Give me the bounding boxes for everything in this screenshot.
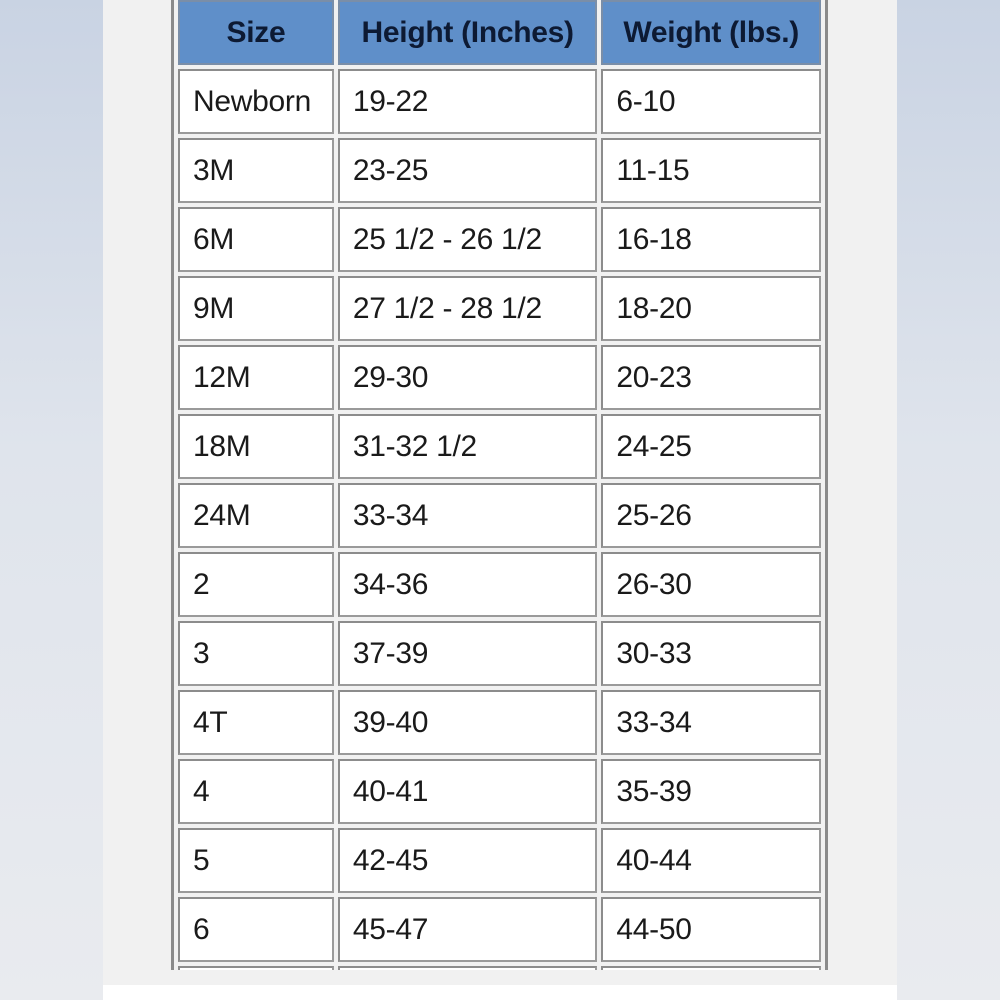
- cell-size: 9M: [178, 276, 334, 341]
- cell-size: 4T: [178, 690, 334, 755]
- cell-size: 3M: [178, 138, 334, 203]
- table-row: [178, 621, 821, 686]
- cell-height: 45-47: [338, 897, 598, 962]
- cell-height: 39-40: [338, 690, 598, 755]
- cell-weight: 40-44: [601, 828, 821, 893]
- cell-size: 5: [178, 828, 334, 893]
- page-bottom-edge: [103, 985, 897, 1000]
- cell-height: 19-22: [338, 69, 598, 134]
- cell-height: 40-41: [338, 759, 598, 824]
- cell-height: 42-45: [338, 828, 598, 893]
- cell-size: 18M: [178, 414, 334, 479]
- table-row: [178, 414, 821, 479]
- cell-size: 3: [178, 621, 334, 686]
- cell-weight: [601, 966, 821, 970]
- cell-height: 29-30: [338, 345, 598, 410]
- cell-weight: 44-50: [601, 897, 821, 962]
- cell-weight: 24-25: [601, 414, 821, 479]
- table-row: [178, 759, 821, 824]
- cell-weight: 33-34: [601, 690, 821, 755]
- cell-weight: 30-33: [601, 621, 821, 686]
- size-chart-frame: [171, 0, 828, 970]
- table-header-row: [178, 0, 821, 65]
- cell-weight: 25-26: [601, 483, 821, 548]
- table-row: [178, 345, 821, 410]
- cell-weight: 6-10: [601, 69, 821, 134]
- table-row: [178, 897, 821, 962]
- cell-weight: 20-23: [601, 345, 821, 410]
- cell-height: [338, 966, 598, 970]
- cell-height: 25 1/2 - 26 1/2: [338, 207, 598, 272]
- header-height: Height (Inches): [338, 0, 598, 65]
- cell-weight: 11-15: [601, 138, 821, 203]
- header-size: Size: [178, 0, 334, 65]
- table-row: [178, 276, 821, 341]
- cell-size: 6M: [178, 207, 334, 272]
- table-row: [178, 69, 821, 134]
- size-chart-table: [174, 0, 825, 970]
- cell-weight: 18-20: [601, 276, 821, 341]
- cell-size: 24M: [178, 483, 334, 548]
- table-row: [178, 552, 821, 617]
- cell-size: Newborn: [178, 69, 334, 134]
- cell-weight: 16-18: [601, 207, 821, 272]
- cell-height: 31-32 1/2: [338, 414, 598, 479]
- table-row-cut-off: [178, 966, 821, 970]
- cell-height: 27 1/2 - 28 1/2: [338, 276, 598, 341]
- cell-weight: 26-30: [601, 552, 821, 617]
- cell-size: [178, 966, 334, 970]
- table-row: [178, 138, 821, 203]
- cell-height: 34-36: [338, 552, 598, 617]
- cell-size: 4: [178, 759, 334, 824]
- cell-size: 2: [178, 552, 334, 617]
- cell-size: 6: [178, 897, 334, 962]
- table-row: [178, 483, 821, 548]
- cell-height: 33-34: [338, 483, 598, 548]
- cell-size: 12M: [178, 345, 334, 410]
- table-row: [178, 690, 821, 755]
- table-row: [178, 207, 821, 272]
- document-page: [103, 0, 897, 1000]
- table-row: [178, 828, 821, 893]
- cell-weight: 35-39: [601, 759, 821, 824]
- header-weight: Weight (lbs.): [601, 0, 821, 65]
- cell-height: 23-25: [338, 138, 598, 203]
- cell-height: 37-39: [338, 621, 598, 686]
